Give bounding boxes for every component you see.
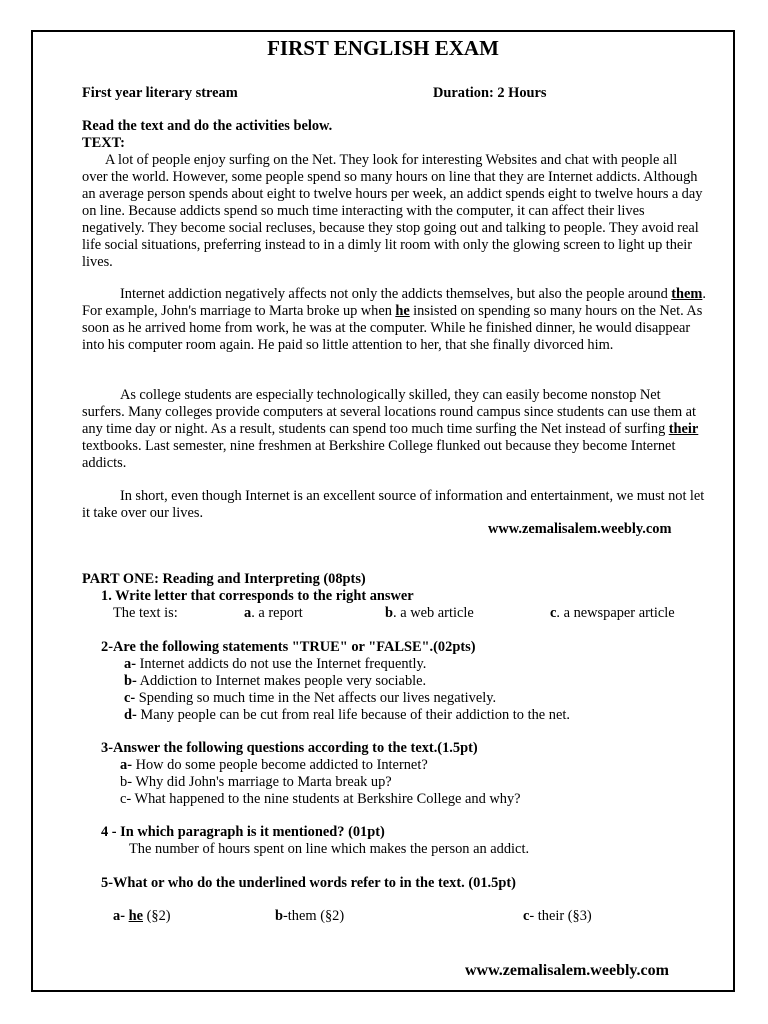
source-url: www.zemalisalem.weebly.com	[488, 521, 672, 537]
q2-item-b: b- Addiction to Internet makes people very sociable.	[124, 673, 427, 689]
q1-option-c: c. a newspaper article	[550, 605, 675, 621]
exam-page-frame	[31, 30, 735, 992]
footer-url: www.zemalisalem.weebly.com	[465, 962, 669, 979]
q5-item-b: b-them (§2)	[275, 908, 345, 924]
q3-item-a: a- How do some people become addicted to Internet?	[120, 757, 428, 773]
q3-item-c: c- What happened to the nine students at Berkshire College and why?	[120, 791, 521, 807]
q4-heading: 4 - In which paragraph is it mentioned? (01pt)	[101, 824, 385, 840]
duration-label: Duration: 2 Hours	[433, 85, 547, 101]
underlined-he: he	[395, 303, 410, 319]
q5-item-a: a- he (§2)	[113, 908, 171, 924]
q2-item-d: d- Many people can be cut from real life because of their addiction to the net.	[124, 707, 570, 723]
q2-item-c: c- Spending so much time in the Net affects our lives negatively.	[124, 690, 497, 706]
stream-label: First year literary stream	[82, 85, 238, 101]
underlined-them: them	[671, 286, 703, 302]
paragraph-4: In short, even though Internet is an excellent source of information and entertainment, we must not let it take over our lives.	[82, 488, 705, 521]
paragraph-2: Internet addiction negatively affects not only the addicts themselves, but also the people around them. For example, John's marriage to Marta broke up when he insisted on spending so many hours on the Net. As soon as he arrived home from work, he was at the computer. While he finished dinner, he would disappear into his computer room again. He paid so little attention to her, that she finally divorced him.	[82, 286, 706, 353]
q1-option-a: a. a report	[244, 605, 303, 621]
text-label: TEXT:	[82, 135, 125, 151]
paragraph-3: As college students are especially technologically skilled, they can easily become nonstop Net surfers. Many colleges provide computers at several locations round campus since students can use them at any time day or night. As a result, students can spend too much time surfing the Net instead of surfing their textbooks. Last semester, nine freshmen at Berkshire College flunked out because they become Internet addicts.	[82, 387, 699, 471]
q4-text: The number of hours spent on line which makes the person an addict.	[129, 841, 530, 857]
instructions: Read the text and do the activities below.	[82, 118, 333, 134]
part-one-heading: PART ONE: Reading and Interpreting (08pts)	[82, 571, 366, 587]
q1-heading: 1. Write letter that corresponds to the right answer	[101, 588, 414, 604]
q1-option-b: b. a web article	[385, 605, 474, 621]
q1-stem: The text is:	[113, 605, 178, 621]
q2-heading: 2-Are the following statements "TRUE" or "FALSE".(02pts)	[101, 639, 476, 655]
underlined-their: their	[668, 421, 699, 437]
q5-heading: 5-What or who do the underlined words refer to in the text. (01.5pt)	[101, 875, 516, 891]
q2-item-a: a- Internet addicts do not use the Internet frequently.	[124, 656, 427, 672]
q5-item-c: c- their (§3)	[523, 908, 592, 924]
q3-item-b: b- Why did John's marriage to Marta break up?	[120, 774, 392, 790]
exam-title: FIRST ENGLISH EXAM	[267, 36, 499, 60]
paragraph-1: A lot of people enjoy surfing on the Net. They look for interesting Websites and chat with people all over the world. However, some people spend so many hours on line that they are Internet addicts. Although an average person spends about eight to twelve hours per week, an addict spends eight to twelve hours a day on line. Because addicts spend so much time interacting with the computer, it can affect their lives negatively. They become social recluses, because they stop going out and talking to people. They avoid real life social situations, preferring instead to in a dimly lit room with only the glowing screen to light up their lives.	[82, 152, 703, 270]
q3-heading: 3-Answer the following questions according to the text.(1.5pt)	[101, 740, 478, 756]
